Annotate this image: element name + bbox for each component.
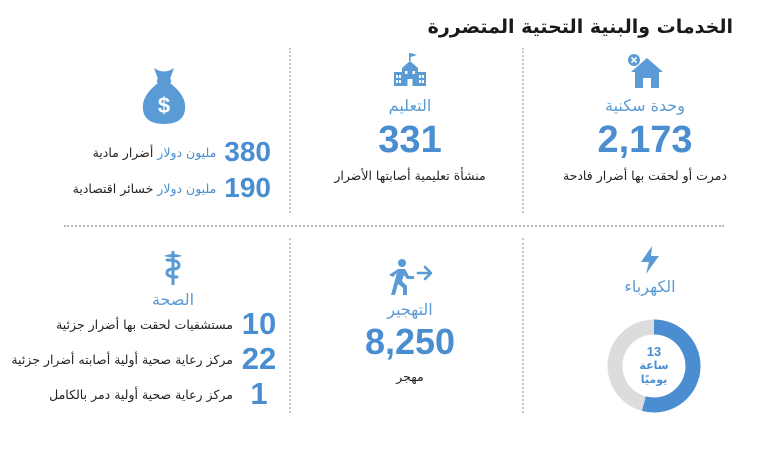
economy-text-material: أضرار مادية (92, 144, 154, 160)
health-text-hospitals: مستشفيات لحقت بها أضرار جزئية (56, 316, 233, 332)
divider-vertical-bottom-right (522, 238, 524, 413)
lightning-icon (638, 245, 662, 275)
electricity-hours-period: يوميًا (640, 373, 668, 386)
displacement-description: مهجر (396, 369, 424, 384)
divider-vertical-top-left (289, 48, 291, 213)
displacement-section (305, 258, 515, 384)
economy-item-losses (73, 172, 271, 204)
education-description: منشأة تعليمية أصابتها الأضرار (334, 168, 486, 183)
divider-horizontal (64, 225, 724, 227)
housing-section (540, 50, 750, 183)
svg-text:$: $ (157, 93, 171, 118)
economy-text-losses: خسائر اقتصادية (72, 180, 154, 196)
divider-vertical-top-right (522, 48, 524, 213)
economy-value-material: 380 (224, 136, 271, 167)
displacement-label: التهجير (387, 300, 433, 319)
economy-unit-material: مليون دولار (157, 144, 217, 160)
education-value: 331 (378, 119, 442, 161)
electricity-hours-value: 13 (646, 344, 662, 359)
house-destroyed-icon (623, 50, 667, 94)
economy-value-losses: 190 (224, 172, 271, 203)
electricity-hours-unit: ساعة (639, 359, 669, 372)
caduceus-icon (160, 250, 186, 286)
health-text-centers-destroyed: مركز رعاية صحية أولية دمر بالكامل (49, 386, 233, 402)
health-item-centers-partial (11, 341, 279, 377)
economy-item-material (93, 136, 271, 168)
page-title: الخدمات والبنية التحتية المتضررة (427, 16, 733, 38)
education-label: التعليم (388, 96, 432, 115)
health-item-centers-destroyed (49, 376, 279, 412)
health-value-centers-partial: 22 (241, 341, 277, 376)
health-text-centers-partial: مركز رعاية صحية أولية أصابته أضرار جزئية (11, 351, 233, 367)
housing-description: دمرت أو لحقت بها أضرار فادحة (562, 168, 728, 183)
health-value-centers-destroyed: 1 (250, 376, 268, 411)
electricity-hours (616, 345, 692, 387)
electricity-section (560, 245, 740, 296)
health-value-hospitals: 10 (241, 306, 277, 341)
running-person-icon (385, 258, 435, 296)
money-bag-icon (139, 64, 189, 126)
housing-value: 2,173 (597, 119, 693, 161)
school-icon (390, 50, 430, 90)
electricity-label: الكهرباء (624, 277, 676, 296)
economy-unit-losses: مليون دولار (157, 180, 217, 196)
divider-vertical-bottom-left (289, 238, 291, 413)
displacement-value: 8,250 (364, 321, 456, 362)
education-section (305, 50, 515, 183)
health-label: الصحة (151, 290, 195, 309)
housing-label: وحدة سكنية (605, 96, 685, 115)
health-item-hospitals (56, 306, 279, 342)
